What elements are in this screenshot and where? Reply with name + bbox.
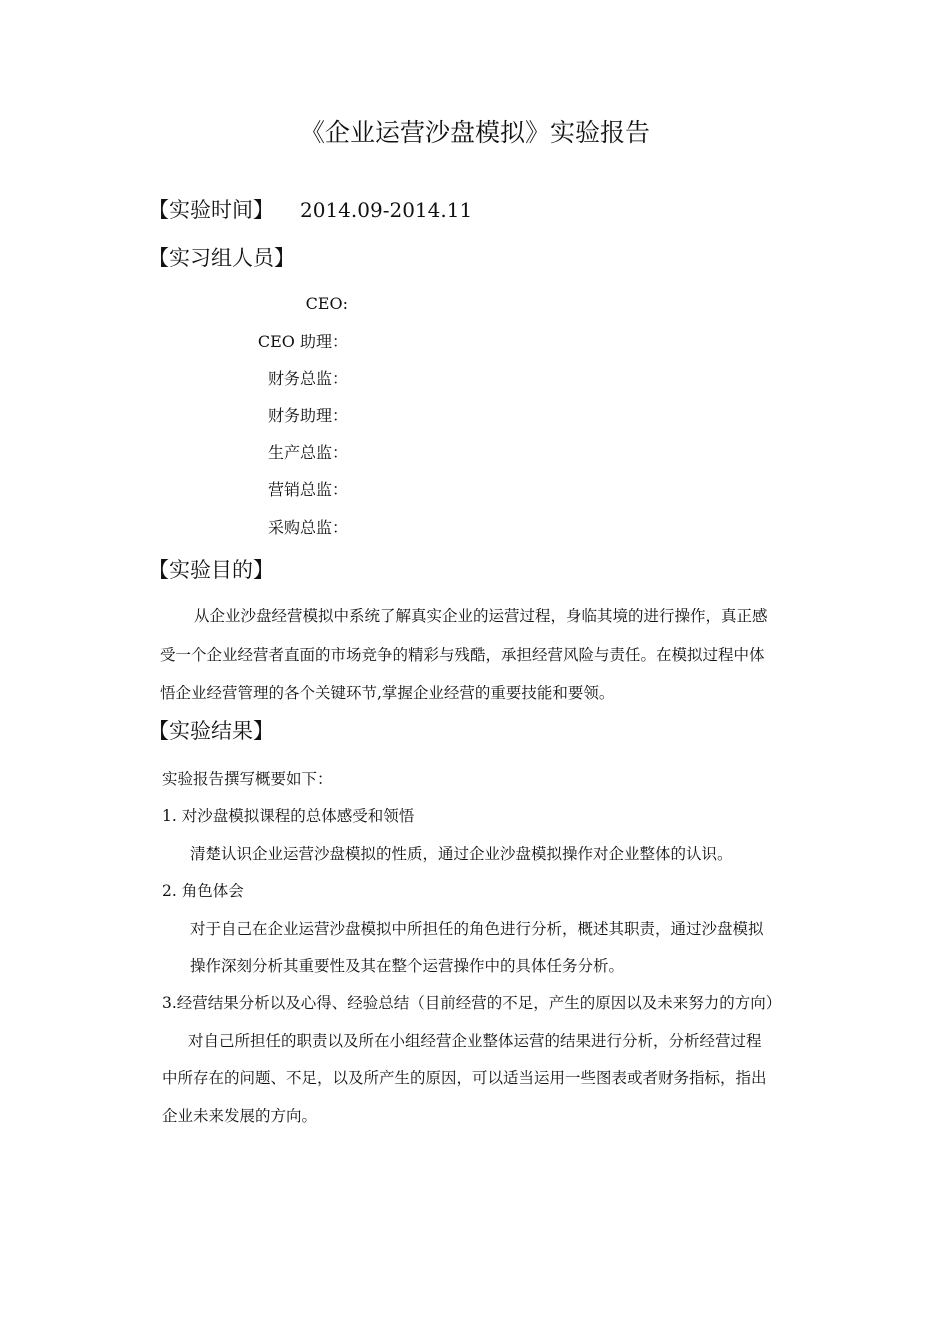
results-heading: 【实验结果】: [148, 719, 274, 743]
role-ceo-assistant: CEO 助理：: [257, 332, 348, 351]
item3-body-line-2: 中所存在的问题、不足，以及所产生的原因，可以适当运用一些图表或者财务指标，指出: [162, 1069, 767, 1087]
item1-title: 1. 对沙盘模拟课程的总体感受和领悟: [162, 807, 415, 825]
item2-body-line-1: 对于自己在企业运营沙盘模拟中所担任的角色进行分析，概述其职责，通过沙盘模拟: [190, 920, 764, 938]
purpose-heading: 【实验目的】: [148, 558, 274, 582]
role-ceo: CEO:: [305, 294, 348, 313]
purpose-line-2: 受一个企业经营者直面的市场竞争的精彩与残酷，承担经营风险与责任。在模拟过程中体: [160, 646, 765, 664]
role-marketing-director: 营销总监：: [267, 480, 348, 499]
item2-body-line-2: 操作深刻分析其重要性及其在整个运营操作中的具体任务分析。: [190, 957, 625, 975]
item3-body-line-3: 企业未来发展的方向。: [162, 1107, 318, 1125]
page-title: 《企业运营沙盘模拟》实验报告: [299, 118, 650, 147]
role-finance-assistant: 财务助理：: [267, 406, 348, 425]
role-production-director: 生产总监：: [267, 443, 348, 462]
time-value: 2014.09-2014.11: [300, 198, 473, 222]
purpose-line-1: 从企业沙盘经营模拟中系统了解真实企业的运营过程，身临其境的进行操作，真正感: [194, 607, 768, 625]
members-heading: 【实习组人员】: [148, 246, 295, 270]
results-intro: 实验报告撰写概要如下：: [162, 770, 333, 788]
role-finance-director: 财务总监：: [267, 369, 348, 388]
time-heading: 【实验时间】: [148, 198, 274, 222]
item1-body: 清楚认识企业运营沙盘模拟的性质，通过企业沙盘模拟操作对企业整体的认识。: [190, 845, 733, 863]
purpose-line-3: 悟企业经营管理的各个关键环节,掌握企业经营的重要技能和要领。: [160, 684, 615, 702]
item2-title: 2. 角色体会: [162, 882, 244, 900]
item3-body-line-1: 对自己所担任的职责以及所在小组经营企业整体运营的结果进行分析，分析经营过程: [188, 1032, 762, 1050]
role-purchasing-director: 采购总监：: [267, 518, 348, 537]
item3-title: 3.经营结果分析以及心得、经验总结（目前经营的不足，产生的原因以及未来努力的方向）: [162, 994, 782, 1012]
